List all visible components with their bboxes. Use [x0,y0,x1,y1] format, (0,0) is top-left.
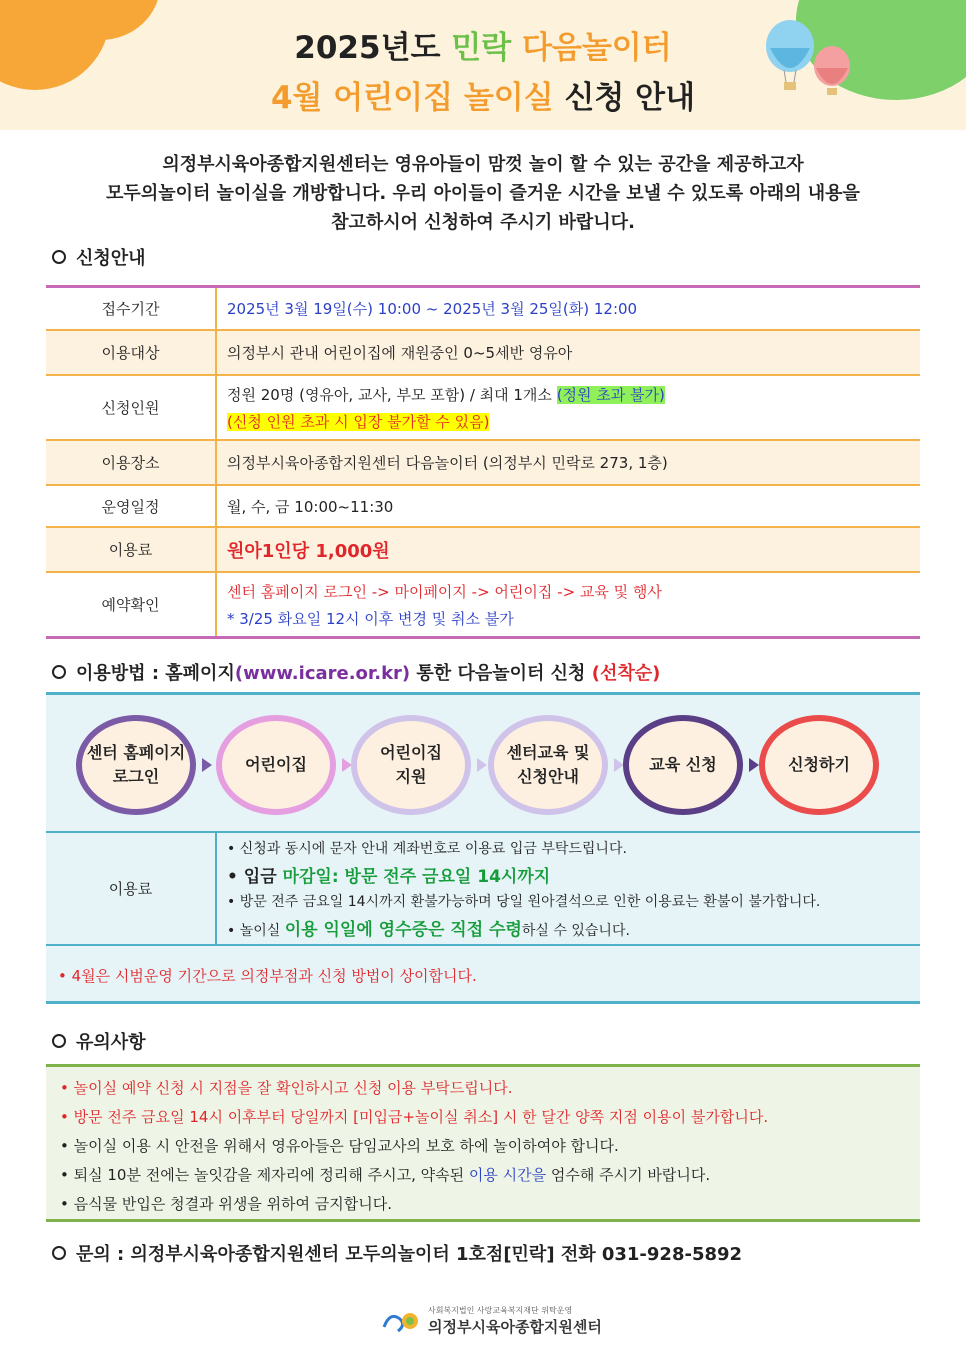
contact-info [52,1240,742,1266]
note-item: • 방문 전주 금요일 14시 이후부터 당일까지 [미입금+놀이실 취소] 시 한 달간 양쪽 지점 이용이 불가합니다. [60,1108,769,1126]
footer-operator: 사회복지법인 사랑교육복지재단 위탁운영 [428,1306,573,1315]
receipt-notice: 이용 익일에 영수증은 직접 수령 [284,919,522,940]
step-label: 지원 [395,767,427,786]
note-text: • 퇴실 10분 전에는 놀잇감을 제자리에 정리해 주시고, 약속된 [60,1166,469,1184]
note-item: • 놀이실 이용 시 안전을 위해서 영유아들은 담임교사의 보호 하에 놀이하여야 합니다. [60,1137,619,1155]
row-label: 신청인원 [46,376,217,439]
table-row [46,441,920,486]
note-emphasis: 이용 시간을 [468,1166,547,1184]
schedule-text: 월, 수, 금 10:00~11:30 [227,497,394,516]
step-daycare [216,715,336,815]
homepage-link[interactable]: (www.icare.or.kr) [234,663,411,684]
step-education-apply [623,715,743,815]
fee-line: • 신청과 동시에 문자 안내 계좌번호로 이용료 입금 부탁드립니다. [227,840,627,857]
method-heading-text: 이용방법 : 홈페이지 [76,663,235,684]
step-center-education [488,715,608,815]
note-text: 엄수해 주시기 바랍니다. [546,1166,711,1184]
fee-line: • 방문 전주 금요일 14시까지 환불가능하며 당일 원아결석으로 인한 이용료는 환불이 불가합니다. [227,893,821,910]
section-heading-method [52,659,660,685]
table-row [46,486,920,528]
entry-warning: (신청 인원 초과 시 입장 불가할 수 있음) [227,412,490,431]
intro-text [40,150,926,237]
target-text: 의정부시 관내 어린이집에 재원중인 0~5세반 영유아 [227,344,573,362]
capacity-warning: (정원 초과 불가) [556,385,665,404]
step-label: 로그인 [112,767,160,786]
arrow-right-icon [202,758,212,772]
row-label: 접수기간 [46,288,217,329]
page-title-line2 [0,72,966,117]
arrow-right-icon [749,758,759,772]
row-label: 이용료 [46,528,217,571]
title-program: 어린이집 놀이실 [333,80,554,116]
row-value [217,528,920,571]
intro-line: 모두의놀이터 놀이실을 개방합니다. 우리 아이들이 즐거운 시간을 보낼 수 있도록 아래의 내용을 [106,183,860,204]
fee-text: 원아1인당 1,000원 [227,540,390,562]
method-heading-text: 통한 다음놀이터 신청 [410,663,592,684]
contact-text: 문의 : 의정부시육아종합지원센터 모두의놀이터 1호점[민락] 전화 031-928-5892 [76,1244,743,1265]
deposit-deadline: 마감일: 방문 전주 금요일 14시까지 [282,866,551,887]
table-row [46,288,920,331]
section-heading-text: 유의사항 [76,1032,146,1053]
title-suffix: 신청 안내 [564,80,696,116]
circle-bullet-icon [52,665,66,679]
note-item: • 음식물 반입은 청결과 위생을 위하여 금지합니다. [60,1195,393,1213]
step-label: 어린이집 [245,755,307,774]
step-label: 센터 홈페이지 [86,743,186,762]
trial-note: • 4월은 시범운영 기간으로 의정부점과 신청 방법이 상이합니다. [58,967,477,985]
row-label: 이용대상 [46,331,217,374]
table-row [46,573,920,636]
fee-details [217,833,920,944]
footer-logo [380,1305,602,1337]
title-year: 2025년도 [294,30,441,66]
row-value [217,573,920,636]
row-label: 운영일정 [46,486,217,526]
step-label: 어린이집 [380,743,442,762]
note-item [60,1164,906,1185]
fee-line: 하실 수 있습니다. [521,922,630,939]
section-heading-notes [52,1028,146,1054]
page-title-line1 [0,22,966,67]
intro-line: 참고하시어 신청하여 주시기 바랍니다. [331,212,635,233]
step-label: 교육 신청 [649,755,717,774]
fee-details-row [46,831,920,946]
table-row [46,528,920,573]
reservation-note: * 3/25 화요일 12시 이후 변경 및 취소 불가 [227,609,514,628]
row-value [217,441,920,484]
title-location: 민락 [451,30,512,66]
application-info-table [46,285,920,639]
fee-line: • 놀이실 [227,922,285,939]
header-banner [0,0,966,130]
first-come-label: (선착순) [591,663,661,684]
title-month: 4월 [270,80,323,116]
row-label: 이용료 [46,833,217,944]
center-logo-icon [380,1307,422,1335]
method-box [46,692,920,1004]
row-value [217,376,920,439]
step-label: 신청하기 [788,755,850,774]
row-label: 예약확인 [46,573,217,636]
intro-line: 의정부시육아종합지원센터는 영유아들이 맘껏 놀이 할 수 있는 공간을 제공하고자 [162,154,804,175]
capacity-text: 정원 20명 (영유아, 교사, 부모 포함) / 최대 1개소 [227,385,557,404]
process-steps [46,695,920,831]
row-value [217,288,920,329]
table-row [46,376,920,441]
title-place: 다음놀이터 [521,30,672,66]
footer-org-name: 의정부시육아종합지원센터 [428,1318,602,1336]
row-value [217,486,920,526]
section-heading-text: 신청안내 [76,248,146,269]
step-daycare-support [351,715,471,815]
row-label: 이용장소 [46,441,217,484]
notes-box [46,1064,920,1222]
fee-line: • 입금 [227,866,283,887]
note-item: • 놀이실 예약 신청 시 지점을 잘 확인하시고 신청 이용 부탁드립니다. [60,1079,513,1097]
section-heading-application [52,244,146,270]
period-text: 2025년 3월 19일(수) 10:00 ~ 2025년 3월 25일(화) 12:00 [227,300,638,318]
arrow-right-icon [477,758,487,772]
row-value [217,331,920,374]
circle-bullet-icon [52,250,66,264]
step-label: 센터교육 및 [506,743,590,762]
step-apply [759,715,879,815]
step-login [76,715,196,815]
step-label: 신청안내 [517,767,579,786]
table-row [46,331,920,376]
reservation-path: 센터 홈페이지 로그인 -> 마이페이지 -> 어린이집 -> 교육 및 행사 [227,582,662,601]
circle-bullet-icon [52,1246,66,1260]
circle-bullet-icon [52,1034,66,1048]
location-text: 의정부시육아종합지원센터 다음놀이터 (의정부시 민락로 273, 1층) [227,454,668,472]
